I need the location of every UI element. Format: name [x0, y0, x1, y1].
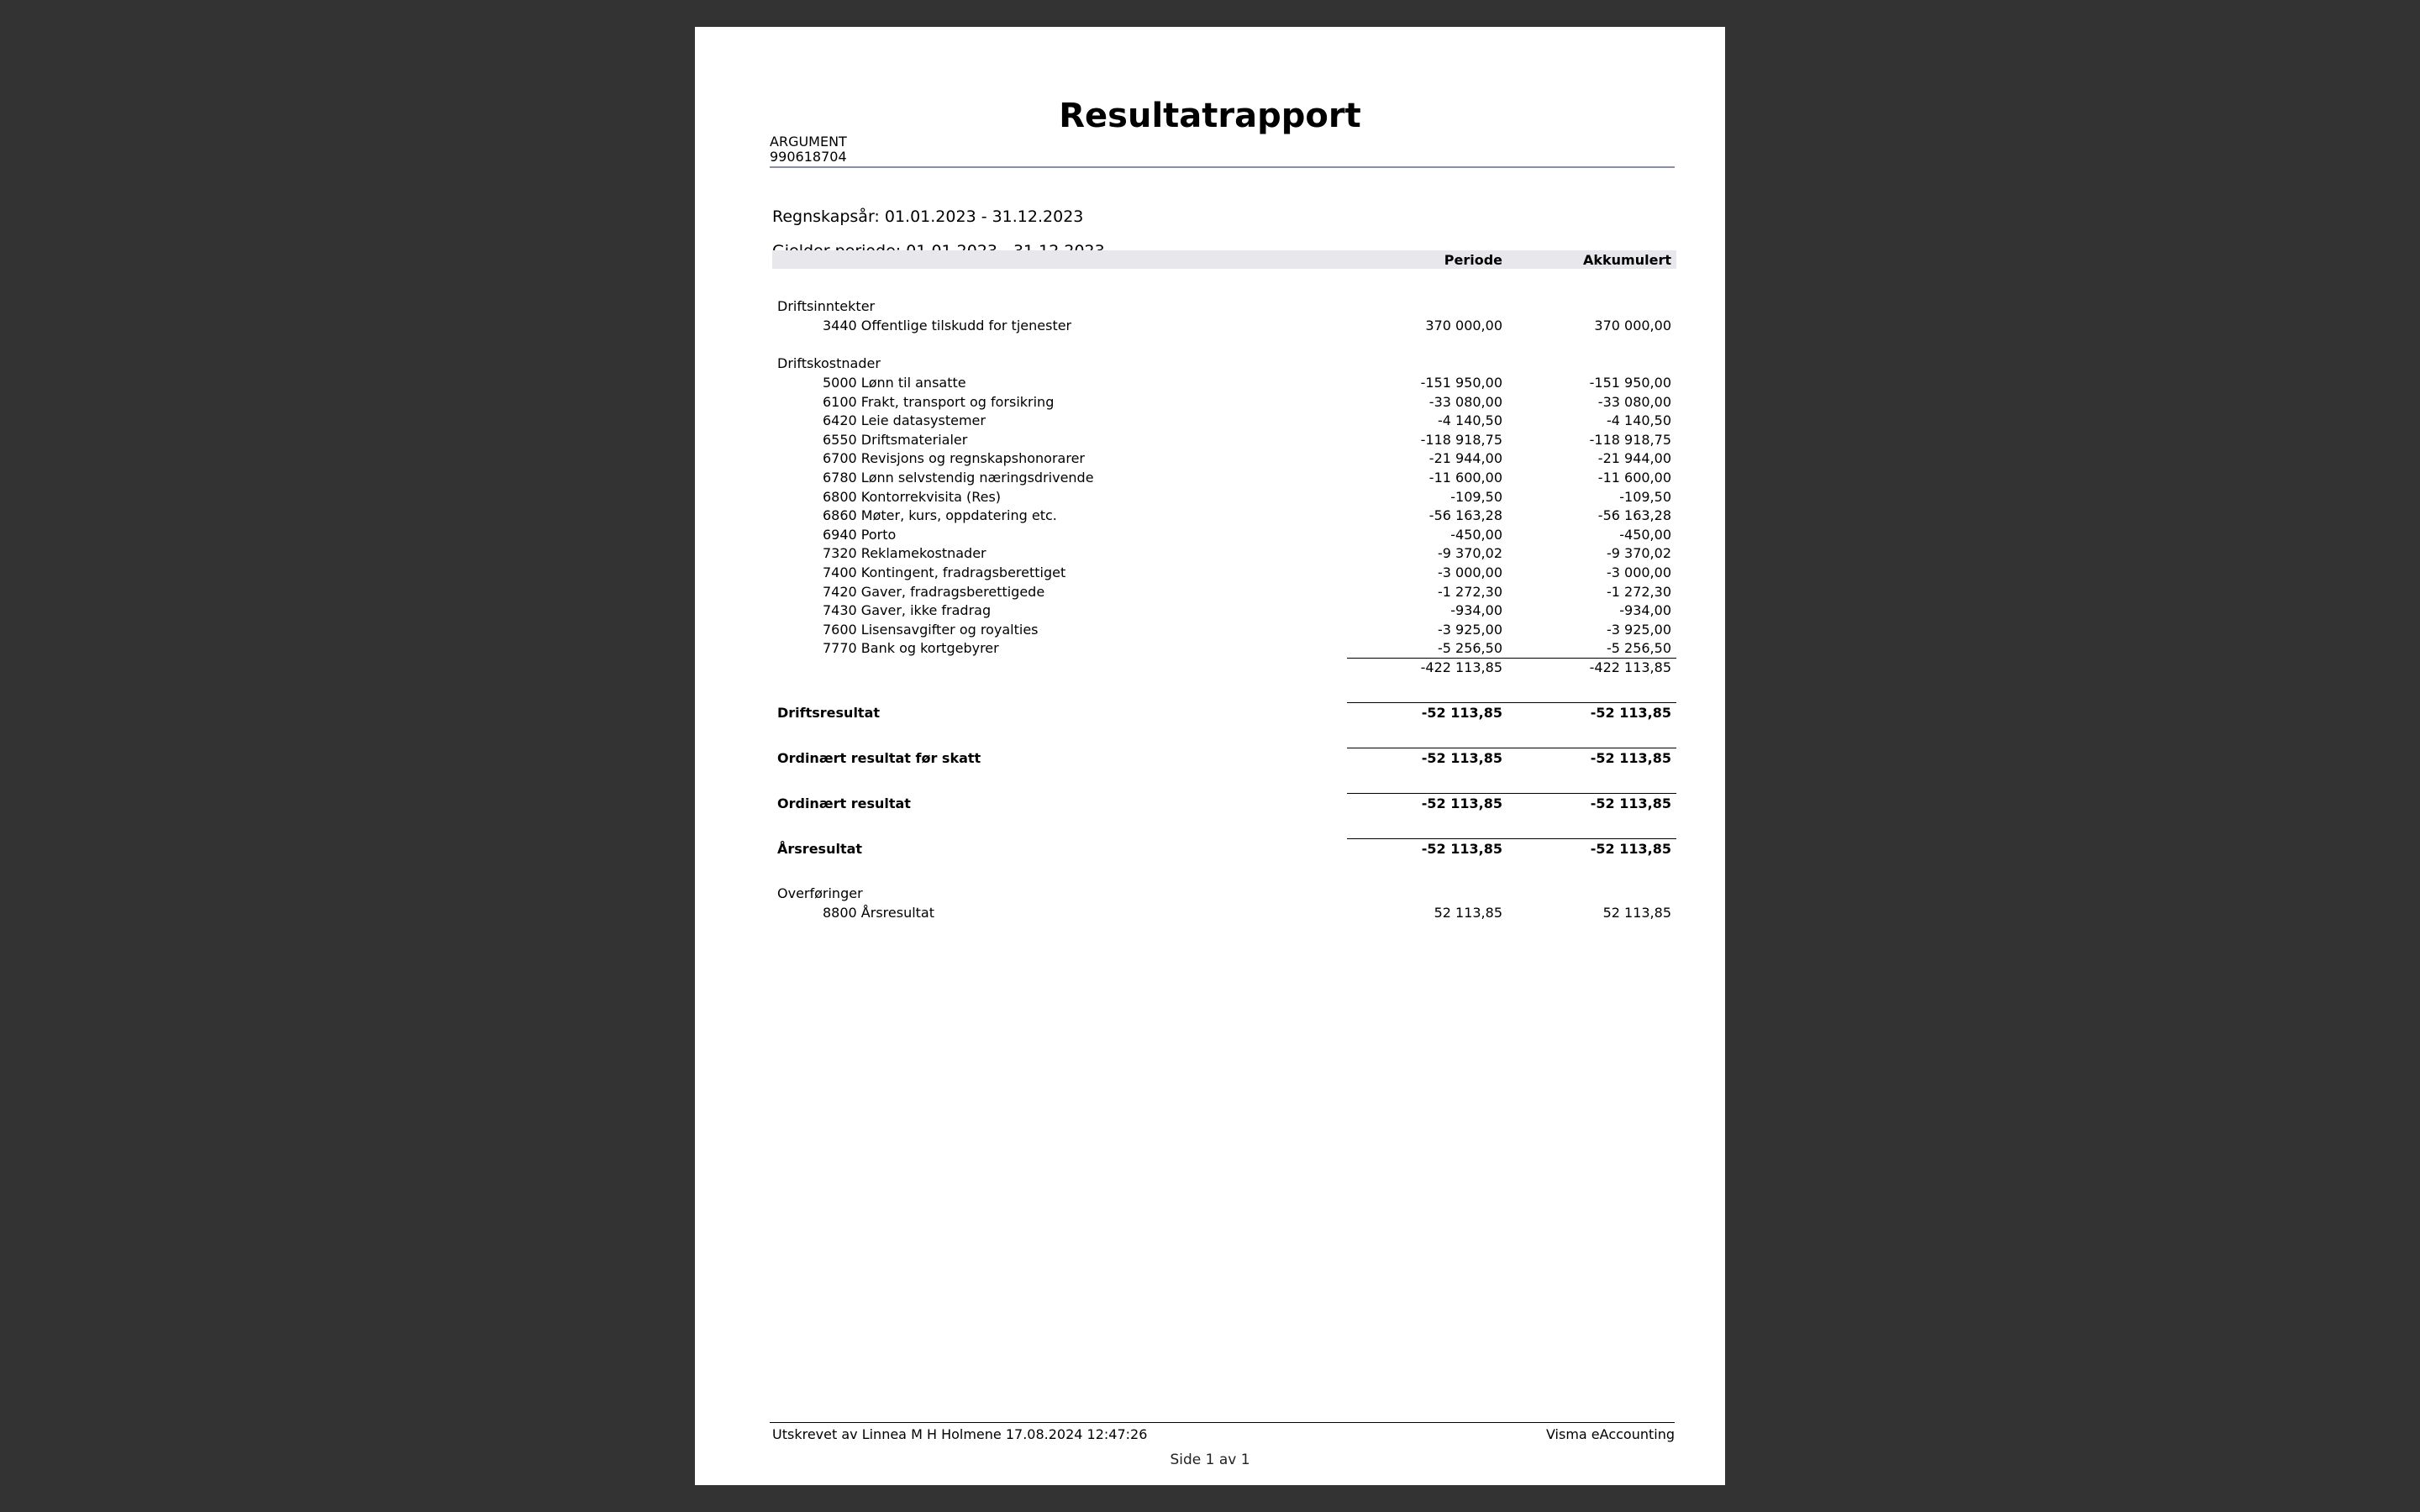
accumulated-value: -21 944,00: [1597, 450, 1671, 467]
accumulated-value: -52 113,85: [1590, 705, 1671, 721]
period-value: -56 163,28: [1428, 507, 1502, 524]
accumulated-value: 370 000,00: [1594, 318, 1671, 333]
account-label: 6420 Leie datasystemer: [823, 412, 986, 429]
company-info: [770, 134, 847, 165]
accumulated-value: 52 113,85: [1602, 905, 1671, 921]
accumulated-value: -934,00: [1619, 602, 1671, 619]
result-divider: [1347, 793, 1676, 794]
account-label: 7430 Gaver, ikke fradrag: [823, 602, 992, 619]
result-label: Ordinært resultat: [777, 795, 911, 811]
account-label: 5000 Lønn til ansatte: [823, 375, 966, 391]
result-row: [772, 704, 1676, 722]
period-value: -52 113,85: [1421, 750, 1502, 766]
result-row: [772, 840, 1676, 858]
group-label: Driftsinntekter: [777, 298, 876, 314]
period-value: -33 080,00: [1428, 393, 1502, 410]
accumulated-value: -3 000,00: [1606, 564, 1671, 580]
accumulated-value: -118 918,75: [1589, 431, 1671, 448]
group-label: Driftskostnader: [777, 355, 881, 371]
period-value: -52 113,85: [1421, 705, 1502, 721]
period-value: -109,50: [1450, 488, 1502, 505]
table-row: [772, 374, 1676, 392]
org-number: 990618704: [770, 149, 847, 165]
period-value: 52 113,85: [1434, 905, 1502, 921]
table-header: [772, 250, 1676, 269]
table-row: [772, 431, 1676, 449]
accumulated-value: -109,50: [1619, 488, 1671, 505]
accumulated-value: -1 272,30: [1606, 583, 1671, 600]
period-value: -1 272,30: [1437, 583, 1502, 600]
table-row: [772, 639, 1676, 658]
software-name: Visma eAccounting: [1545, 1426, 1675, 1442]
period-value: -3 925,00: [1437, 621, 1502, 638]
table-row: [772, 526, 1676, 544]
accumulated-value: -56 163,28: [1597, 507, 1671, 524]
period-value: -118 918,75: [1420, 431, 1502, 448]
account-label: 6860 Møter, kurs, oppdatering etc.: [823, 507, 1057, 524]
result-label: Ordinært resultat før skatt: [777, 750, 981, 766]
result-row: [772, 749, 1676, 768]
group-label: Overføringer: [777, 885, 863, 901]
period-value: -151 950,00: [1420, 375, 1502, 391]
report-title: Resultatrapport: [1059, 97, 1361, 135]
accumulated-value: -422 113,85: [1589, 659, 1671, 675]
accumulated-value: -5 256,50: [1606, 640, 1671, 657]
table-row: [772, 544, 1676, 563]
period-value: -9 370,02: [1437, 545, 1502, 562]
table-row: [772, 469, 1676, 487]
column-header-period: Periode: [1444, 252, 1502, 268]
account-label: 7320 Reklamekostnader: [823, 545, 986, 562]
accumulated-value: -11 600,00: [1597, 470, 1671, 486]
group-heading-costs: [772, 354, 1676, 373]
account-label: 7400 Kontingent, fradragsberettiget: [823, 564, 1066, 580]
company-name: ARGUMENT: [770, 134, 847, 150]
account-label: 8800 Årsresultat: [823, 905, 935, 921]
period-value: -422 113,85: [1420, 659, 1502, 675]
account-label: 7420 Gaver, fradragsberettigede: [823, 583, 1045, 600]
account-label: 7770 Bank og kortgebyrer: [823, 640, 999, 657]
page-number: Side 1 av 1: [1170, 1452, 1250, 1468]
column-header-accumulated: Akkumulert: [1583, 252, 1671, 268]
period-value: -11 600,00: [1428, 470, 1502, 486]
table-row: [772, 488, 1676, 507]
accumulated-value: -450,00: [1619, 526, 1671, 543]
accumulated-value: -9 370,02: [1606, 545, 1671, 562]
accumulated-value: -52 113,85: [1590, 841, 1671, 857]
report-page: [695, 27, 1725, 1485]
account-label: 6550 Driftsmaterialer: [823, 431, 968, 448]
period-value: -21 944,00: [1428, 450, 1502, 467]
period-value: -934,00: [1450, 602, 1502, 619]
account-label: 6100 Frakt, transport og forsikring: [823, 393, 1055, 410]
account-label: 6700 Revisjons og regnskapshonorarer: [823, 450, 1085, 467]
period-value: -3 000,00: [1437, 564, 1502, 580]
result-label: Driftsresultat: [777, 705, 881, 721]
cost-total-row: [772, 659, 1676, 677]
period-value: -450,00: [1450, 526, 1502, 543]
table-row: [772, 507, 1676, 525]
result-label: Årsresultat: [777, 841, 863, 857]
account-label: 6940 Porto: [823, 526, 897, 543]
table-row: [772, 393, 1676, 412]
footer-divider: [770, 1422, 1675, 1423]
header-divider: [770, 166, 1675, 168]
table-row: [772, 317, 1676, 335]
account-label: 6780 Lønn selvstendig næringsdrivende: [823, 470, 1094, 486]
accumulated-value: -52 113,85: [1590, 750, 1671, 766]
period-value: -5 256,50: [1437, 640, 1502, 657]
table-row: [772, 904, 1676, 922]
group-heading-transfers: [772, 885, 1676, 903]
accumulated-value: -3 925,00: [1606, 621, 1671, 638]
result-row: [772, 795, 1676, 813]
table-row: [772, 564, 1676, 582]
account-label: 7600 Lisensavgifter og royalties: [823, 621, 1039, 638]
printed-by: Utskrevet av Linnea M H Holmene 17.08.2024 12:47:26: [772, 1426, 1148, 1442]
period-value: -52 113,85: [1421, 795, 1502, 811]
result-divider: [1347, 702, 1676, 703]
accumulated-value: -151 950,00: [1589, 375, 1671, 391]
group-heading-income: [772, 297, 1676, 316]
table-row: [772, 621, 1676, 639]
period-value: -52 113,85: [1421, 841, 1502, 857]
accumulated-value: -33 080,00: [1597, 393, 1671, 410]
fiscal-year: Regnskapsår: 01.01.2023 - 31.12.2023: [772, 207, 1084, 226]
account-label: 6800 Kontorrekvisita (Res): [823, 488, 1002, 505]
table-row: [772, 449, 1676, 468]
account-label: 3440 Offentlige tilskudd for tjenester: [823, 318, 1072, 333]
table-row: [772, 583, 1676, 601]
result-divider: [1347, 838, 1676, 839]
accumulated-value: -52 113,85: [1590, 795, 1671, 811]
accumulated-value: -4 140,50: [1606, 412, 1671, 429]
period-value: -4 140,50: [1437, 412, 1502, 429]
period-value: 370 000,00: [1425, 318, 1502, 333]
table-row: [772, 601, 1676, 620]
table-row: [772, 412, 1676, 430]
